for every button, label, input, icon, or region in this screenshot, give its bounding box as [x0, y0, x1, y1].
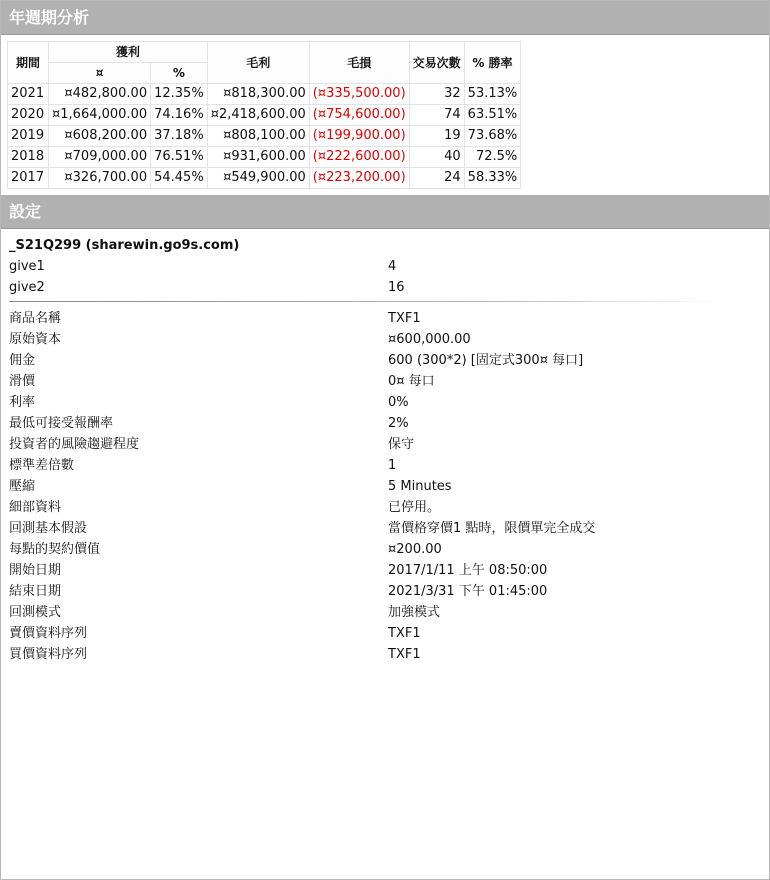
setting-row: [9, 539, 761, 560]
setting-row: [9, 560, 761, 581]
table-row: [8, 84, 521, 105]
param-row: [9, 277, 761, 298]
setting-value: 1: [388, 458, 397, 473]
setting-key: 細部資料: [9, 500, 62, 515]
cell-gross-profit: ¤818,300.00: [207, 84, 309, 105]
cell-trades: 19: [409, 126, 464, 147]
cell-gross-profit: ¤549,900.00: [207, 168, 309, 189]
cell-gross-loss: (¤335,500.00): [309, 84, 409, 105]
setting-value: 加強模式: [388, 605, 441, 620]
cell-year: 2018: [8, 147, 49, 168]
setting-key: 商品名稱: [9, 311, 62, 326]
cell-gross-profit: ¤808,100.00: [207, 126, 309, 147]
cell-year: 2021: [8, 84, 49, 105]
cell-profit: ¤608,200.00: [49, 126, 151, 147]
param-row: [9, 256, 761, 277]
setting-row: [9, 371, 761, 392]
setting-value: TXF1: [388, 311, 421, 326]
setting-value: 當價格穿價1 點時，限價單完全成交: [388, 521, 596, 536]
cell-year: 2020: [8, 105, 49, 126]
col-profit-amount: ¤: [49, 63, 151, 84]
setting-row: [9, 497, 761, 518]
setting-row: [9, 644, 761, 665]
setting-key: 結束日期: [9, 584, 62, 599]
cell-profit: ¤1,664,000.00: [49, 105, 151, 126]
cell-win-rate: 63.51%: [464, 105, 521, 126]
annual-table: [7, 41, 521, 189]
col-gross-loss: 毛損: [309, 42, 409, 84]
cell-gross-loss: (¤754,600.00): [309, 105, 409, 126]
table-row: [8, 168, 521, 189]
setting-key: 滑價: [9, 374, 36, 389]
col-trades: 交易次數: [409, 42, 464, 84]
col-period: 期間: [8, 42, 49, 84]
setting-value: 0¤ 每口: [388, 374, 435, 389]
setting-value: 已停用。: [388, 500, 441, 515]
cell-trades: 24: [409, 168, 464, 189]
cell-profit-pct: 54.45%: [151, 168, 208, 189]
setting-key: 賣價資料序列: [9, 626, 88, 641]
setting-value: 2017/1/11 上午 08:50:00: [388, 563, 548, 578]
setting-value: 2%: [388, 416, 409, 431]
setting-row: [9, 581, 761, 602]
setting-key: 回測基本假設: [9, 521, 88, 536]
divider: [9, 301, 721, 302]
setting-key: 標準差倍數: [9, 458, 75, 473]
setting-key: 買價資料序列: [9, 647, 88, 662]
setting-key: 利率: [9, 395, 36, 410]
col-profit: 獲利: [49, 42, 208, 63]
setting-row: [9, 350, 761, 371]
table-row: [8, 126, 521, 147]
cell-profit: ¤482,800.00: [49, 84, 151, 105]
setting-value: TXF1: [388, 647, 421, 662]
setting-value: 保守: [388, 437, 415, 452]
setting-row: [9, 413, 761, 434]
setting-value: 5 Minutes: [388, 479, 452, 494]
strategy-name: _S21Q299 (sharewin.go9s.com): [9, 238, 240, 253]
setting-row: [9, 518, 761, 539]
cell-win-rate: 58.33%: [464, 168, 521, 189]
setting-row: [9, 455, 761, 476]
setting-key: 每點的契約價值: [9, 542, 101, 557]
cell-year: 2019: [8, 126, 49, 147]
cell-win-rate: 73.68%: [464, 126, 521, 147]
cell-trades: 40: [409, 147, 464, 168]
setting-row: [9, 623, 761, 644]
setting-key: 回測模式: [9, 605, 62, 620]
cell-gross-loss: (¤199,900.00): [309, 126, 409, 147]
setting-value: ¤200.00: [388, 542, 442, 557]
cell-gross-loss: (¤222,600.00): [309, 147, 409, 168]
col-win-rate: % 勝率: [464, 42, 521, 84]
cell-profit-pct: 12.35%: [151, 84, 208, 105]
setting-value: TXF1: [388, 626, 421, 641]
annual-table-wrap: [1, 35, 769, 195]
settings-header: 設定: [1, 195, 769, 229]
cell-profit-pct: 74.16%: [151, 105, 208, 126]
param-value: 4: [388, 259, 397, 274]
cell-gross-profit: ¤931,600.00: [207, 147, 309, 168]
setting-row: [9, 392, 761, 413]
setting-row: [9, 476, 761, 497]
cell-win-rate: 72.5%: [464, 147, 521, 168]
col-profit-pct: %: [151, 63, 208, 84]
param-value: 16: [388, 280, 405, 295]
cell-profit: ¤709,000.00: [49, 147, 151, 168]
table-row: [8, 147, 521, 168]
cell-trades: 32: [409, 84, 464, 105]
settings-panel: [1, 229, 769, 665]
table-row: [8, 105, 521, 126]
setting-key: 最低可接受報酬率: [9, 416, 114, 431]
cell-profit-pct: 76.51%: [151, 147, 208, 168]
param-key: give1: [9, 259, 45, 274]
setting-value: 2021/3/31 下午 01:45:00: [388, 584, 548, 599]
setting-row: [9, 308, 761, 329]
cell-gross-profit: ¤2,418,600.00: [207, 105, 309, 126]
cell-gross-loss: (¤223,200.00): [309, 168, 409, 189]
annual-analysis-header: 年週期分析: [1, 1, 769, 35]
cell-trades: 74: [409, 105, 464, 126]
cell-year: 2017: [8, 168, 49, 189]
param-key: give2: [9, 280, 45, 295]
setting-key: 投資者的風險趨避程度: [9, 437, 140, 452]
setting-key: 佣金: [9, 353, 36, 368]
cell-profit-pct: 37.18%: [151, 126, 208, 147]
cell-profit: ¤326,700.00: [49, 168, 151, 189]
setting-row: [9, 434, 761, 455]
col-gross-profit: 毛利: [207, 42, 309, 84]
setting-key: 壓縮: [9, 479, 36, 494]
setting-value: ¤600,000.00: [388, 332, 471, 347]
setting-key: 開始日期: [9, 563, 62, 578]
cell-win-rate: 53.13%: [464, 84, 521, 105]
setting-row: [9, 329, 761, 350]
setting-key: 原始資本: [9, 332, 62, 347]
setting-value: 600 (300*2) [固定式300¤ 每口]: [388, 353, 584, 368]
setting-row: [9, 602, 761, 623]
setting-value: 0%: [388, 395, 409, 410]
